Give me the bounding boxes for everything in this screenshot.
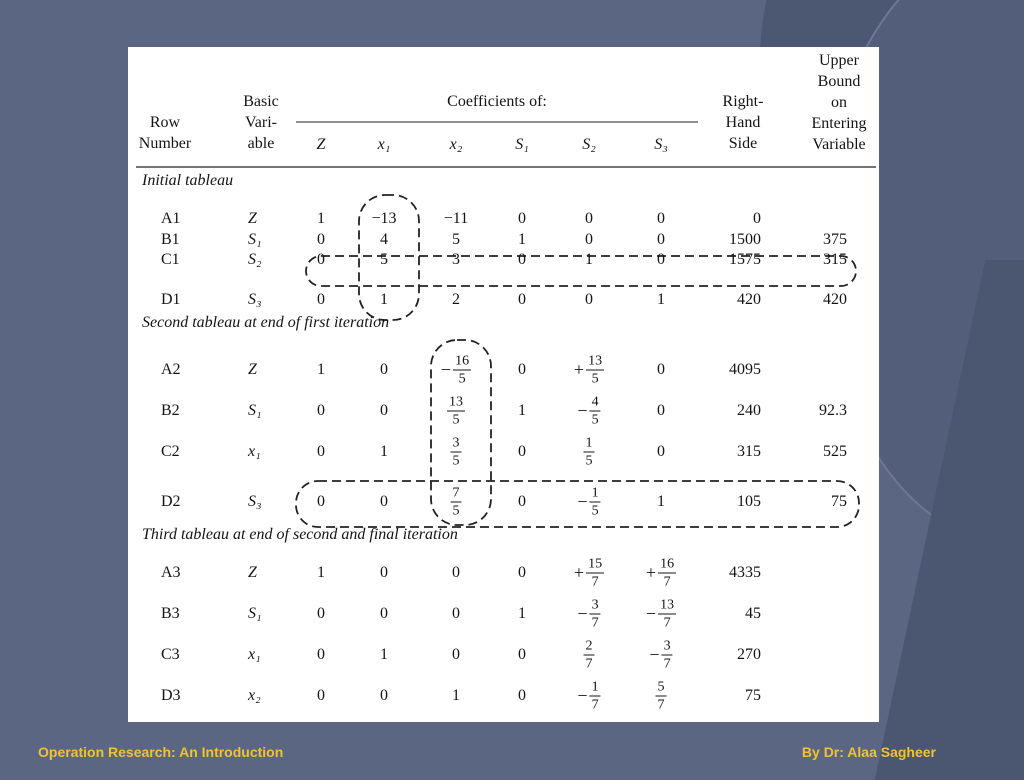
simplex-tableau-figure: [128, 47, 879, 722]
rhs-cell: 420: [737, 291, 761, 308]
row-label: B2: [161, 402, 180, 419]
upper-bound-cell: 75: [831, 493, 847, 510]
basic-variable: S₃: [248, 493, 262, 510]
numerator: 2: [585, 638, 593, 654]
upper-bound-cell: 92.3: [819, 402, 847, 419]
numerator: 3: [591, 597, 599, 613]
coefficient-cell: 0: [657, 251, 665, 268]
footer-author: By Dr: Alaa Sagheer: [801, 744, 936, 760]
coefficient-cell: 0: [380, 687, 388, 704]
numerator: 13: [660, 597, 675, 613]
coefficient-cell: 0: [518, 646, 526, 663]
rhs-cell: 270: [737, 646, 761, 663]
rhs-cell: 105: [737, 493, 761, 510]
fraction: [447, 395, 465, 428]
coefficient-cell: 0: [518, 493, 526, 510]
upper-bound-cell: 525: [823, 443, 847, 460]
section-title: Initial tableau: [142, 172, 234, 189]
denominator: 5: [591, 371, 599, 387]
fraction: [451, 486, 462, 519]
fraction: [451, 436, 462, 469]
fraction: [658, 598, 676, 631]
upper-bound-header: Upper Bound on Entering Variable: [811, 52, 867, 153]
denominator: 5: [452, 453, 460, 469]
coefficient-cell: 0: [317, 687, 325, 704]
numerator: 13: [588, 353, 603, 369]
rhs-cell: 75: [745, 687, 761, 704]
fraction: [586, 557, 604, 590]
numerator: 1: [591, 679, 599, 695]
numerator: 1: [591, 485, 599, 501]
rhs-cell: 4335: [729, 564, 761, 581]
fraction-cell: [577, 680, 600, 713]
numerator: 7: [452, 485, 460, 501]
fraction-cell: [646, 598, 676, 631]
coefficient-cell: 0: [317, 231, 325, 248]
coefficient-cell: 0: [518, 210, 526, 227]
fraction-cell: [574, 557, 604, 590]
coefficient-cell: 0: [585, 210, 593, 227]
row-label: A3: [161, 564, 181, 581]
coefficient-cell: 1: [317, 564, 325, 581]
sign: +: [573, 359, 585, 380]
denominator: 5: [585, 453, 593, 469]
numerator: 5: [657, 679, 665, 695]
numerator: 3: [663, 638, 671, 654]
coefficient-cell: 1: [518, 231, 526, 248]
basic-variable: Z: [248, 210, 257, 227]
coefficient-cell: 3: [452, 251, 460, 268]
basic-variable: S₁: [248, 231, 262, 248]
coefficient-cell: 1: [380, 443, 388, 460]
rhs-cell: 1575: [729, 251, 761, 268]
coefficient-cell: 1: [317, 361, 325, 378]
denominator: 5: [458, 371, 466, 387]
numerator: 16: [455, 353, 470, 369]
coefficient-cell: 0: [317, 291, 325, 308]
fraction: [590, 486, 601, 519]
fraction-cell: [451, 486, 462, 519]
coefficient-cell: 2: [452, 291, 460, 308]
row-label: C1: [161, 251, 180, 268]
coefficient-cell: 0: [585, 291, 593, 308]
section-title: Second tableau at end of first iteration: [142, 314, 390, 331]
sign: −: [577, 491, 588, 512]
fraction-cell: [646, 557, 676, 590]
coefficient-cell: 1: [518, 605, 526, 622]
basic-variable-header: Basic Vari- able: [243, 93, 279, 152]
basic-variable: S₁: [248, 402, 262, 419]
coefficient-cell: 5: [452, 231, 460, 248]
fraction: [590, 395, 601, 428]
coefficient-cell: 0: [657, 402, 665, 419]
fraction: [453, 354, 471, 387]
basic-variable: S₁: [248, 605, 262, 622]
col-header-s2: S₂: [582, 136, 596, 153]
fraction: [590, 680, 601, 713]
denominator: 5: [591, 412, 599, 428]
row-label: A1: [161, 210, 181, 227]
rhs-cell: 0: [753, 210, 761, 227]
coefficient-cell: −11: [443, 210, 469, 227]
coefficient-cell: 0: [657, 443, 665, 460]
numerator: 3: [452, 435, 460, 451]
fraction: [590, 598, 601, 631]
numerator: 1: [585, 435, 593, 451]
coefficient-cell: 0: [380, 402, 388, 419]
fraction-cell: [577, 486, 600, 519]
coefficient-cell: 0: [518, 251, 526, 268]
denominator: 7: [657, 697, 665, 713]
coefficient-cell: 0: [518, 687, 526, 704]
sign: −: [577, 603, 588, 624]
coefficient-cell: 0: [380, 564, 388, 581]
row-label: D1: [161, 291, 181, 308]
coefficient-cell: −13: [371, 210, 397, 227]
figure-lines: [128, 47, 879, 722]
coefficient-cell: 0: [585, 231, 593, 248]
coefficient-cell: 1: [657, 291, 665, 308]
denominator: 5: [452, 412, 460, 428]
basic-variable: Z: [248, 361, 257, 378]
coefficient-cell: 0: [518, 291, 526, 308]
coefficient-cell: 0: [317, 251, 325, 268]
coefficient-cell: 0: [518, 564, 526, 581]
coefficient-cell: 0: [317, 443, 325, 460]
basic-variable: x₂: [248, 687, 261, 704]
fraction-cell: [584, 436, 595, 469]
rhs-cell: 1500: [729, 231, 761, 248]
pivot-row-loop-1: [306, 256, 856, 286]
rhs-cell: 45: [745, 605, 761, 622]
denominator: 7: [591, 615, 599, 631]
fraction: [656, 680, 667, 713]
fraction-cell: [447, 395, 465, 428]
denominator: 7: [663, 574, 671, 590]
col-header-x1: x₁: [377, 136, 391, 153]
fraction-cell: [441, 354, 471, 387]
coefficient-cell: 0: [317, 646, 325, 663]
sign: −: [440, 359, 452, 380]
fraction-cell: [649, 639, 672, 672]
col-header-s1: S₁: [515, 136, 529, 153]
numerator: 13: [449, 394, 463, 410]
fraction-cell: [656, 680, 667, 713]
fraction-cell: [451, 436, 462, 469]
coefficient-cell: 0: [317, 493, 325, 510]
coefficient-cell: 0: [518, 443, 526, 460]
coefficient-cell: 1: [452, 687, 460, 704]
section-title: Third tableau at end of second and final iteration: [142, 526, 458, 543]
denominator: 7: [663, 615, 671, 631]
sign: −: [577, 400, 588, 421]
basic-variable: S₃: [248, 291, 262, 308]
coefficient-cell: 0: [380, 361, 388, 378]
coefficient-cell: 0: [657, 361, 665, 378]
denominator: 5: [591, 503, 599, 519]
fraction-cell: [574, 354, 604, 387]
numerator: 16: [660, 556, 675, 572]
row-number-header: Row Number: [138, 114, 192, 152]
coefficient-cell: 0: [380, 605, 388, 622]
denominator: 7: [585, 656, 593, 672]
coefficient-cell: 0: [452, 564, 460, 581]
coefficient-cell: 1: [380, 291, 388, 308]
numerator: 4: [591, 394, 599, 410]
coefficient-cell: 1: [518, 402, 526, 419]
coefficient-cell: 0: [452, 646, 460, 663]
row-label: C2: [161, 443, 180, 460]
sign: −: [577, 685, 588, 706]
col-header-x2: x₂: [449, 136, 463, 153]
sign: +: [645, 562, 657, 583]
coefficient-cell: 1: [657, 493, 665, 510]
fraction-cell: [584, 639, 595, 672]
row-label: B1: [161, 231, 180, 248]
fraction: [658, 557, 676, 590]
upper-bound-cell: 420: [823, 291, 847, 308]
coefficient-cell: 1: [317, 210, 325, 227]
sign: −: [645, 603, 657, 624]
denominator: 7: [663, 656, 671, 672]
coefficient-cell: 0: [452, 605, 460, 622]
denominator: 7: [591, 697, 599, 713]
sign: −: [649, 644, 660, 665]
basic-variable: Z: [248, 564, 257, 581]
denominator: 7: [591, 574, 599, 590]
row-label: B3: [161, 605, 180, 622]
coefficient-cell: 1: [585, 251, 593, 268]
coefficient-cell: 5: [380, 251, 388, 268]
coefficient-cell: 0: [380, 493, 388, 510]
rhs-cell: 240: [737, 402, 761, 419]
coefficient-cell: 4: [380, 231, 388, 248]
numerator: 15: [588, 556, 603, 572]
denominator: 5: [452, 503, 460, 519]
fraction: [584, 639, 595, 672]
coefficient-cell: 0: [518, 361, 526, 378]
basic-variable: x₁: [248, 443, 261, 460]
row-label: C3: [161, 646, 180, 663]
upper-bound-cell: 315: [823, 251, 847, 268]
col-header-z: Z: [316, 136, 326, 153]
coefficient-cell: 0: [317, 605, 325, 622]
coefficient-cell: 0: [657, 231, 665, 248]
basic-variable: S₂: [248, 251, 262, 268]
fraction-cell: [577, 395, 600, 428]
basic-variable: x₁: [248, 646, 261, 663]
fraction: [584, 436, 595, 469]
rhs-header: Right- Hand Side: [722, 93, 764, 152]
fraction: [662, 639, 673, 672]
upper-bound-cell: 375: [823, 231, 847, 248]
sign: +: [573, 562, 585, 583]
coefficients-header: Coefficients of:: [447, 93, 547, 110]
row-label: D2: [161, 493, 181, 510]
fraction-cell: [577, 598, 600, 631]
rhs-cell: 4095: [729, 361, 761, 378]
coefficient-cell: 1: [380, 646, 388, 663]
row-label: A2: [161, 361, 181, 378]
footer-course-title: Operation Research: An Introduction: [38, 744, 284, 760]
rhs-cell: 315: [737, 443, 761, 460]
col-header-s3: S₃: [654, 136, 668, 153]
coefficient-cell: 0: [657, 210, 665, 227]
coefficient-cell: 0: [317, 402, 325, 419]
fraction: [586, 354, 604, 387]
row-label: D3: [161, 687, 181, 704]
